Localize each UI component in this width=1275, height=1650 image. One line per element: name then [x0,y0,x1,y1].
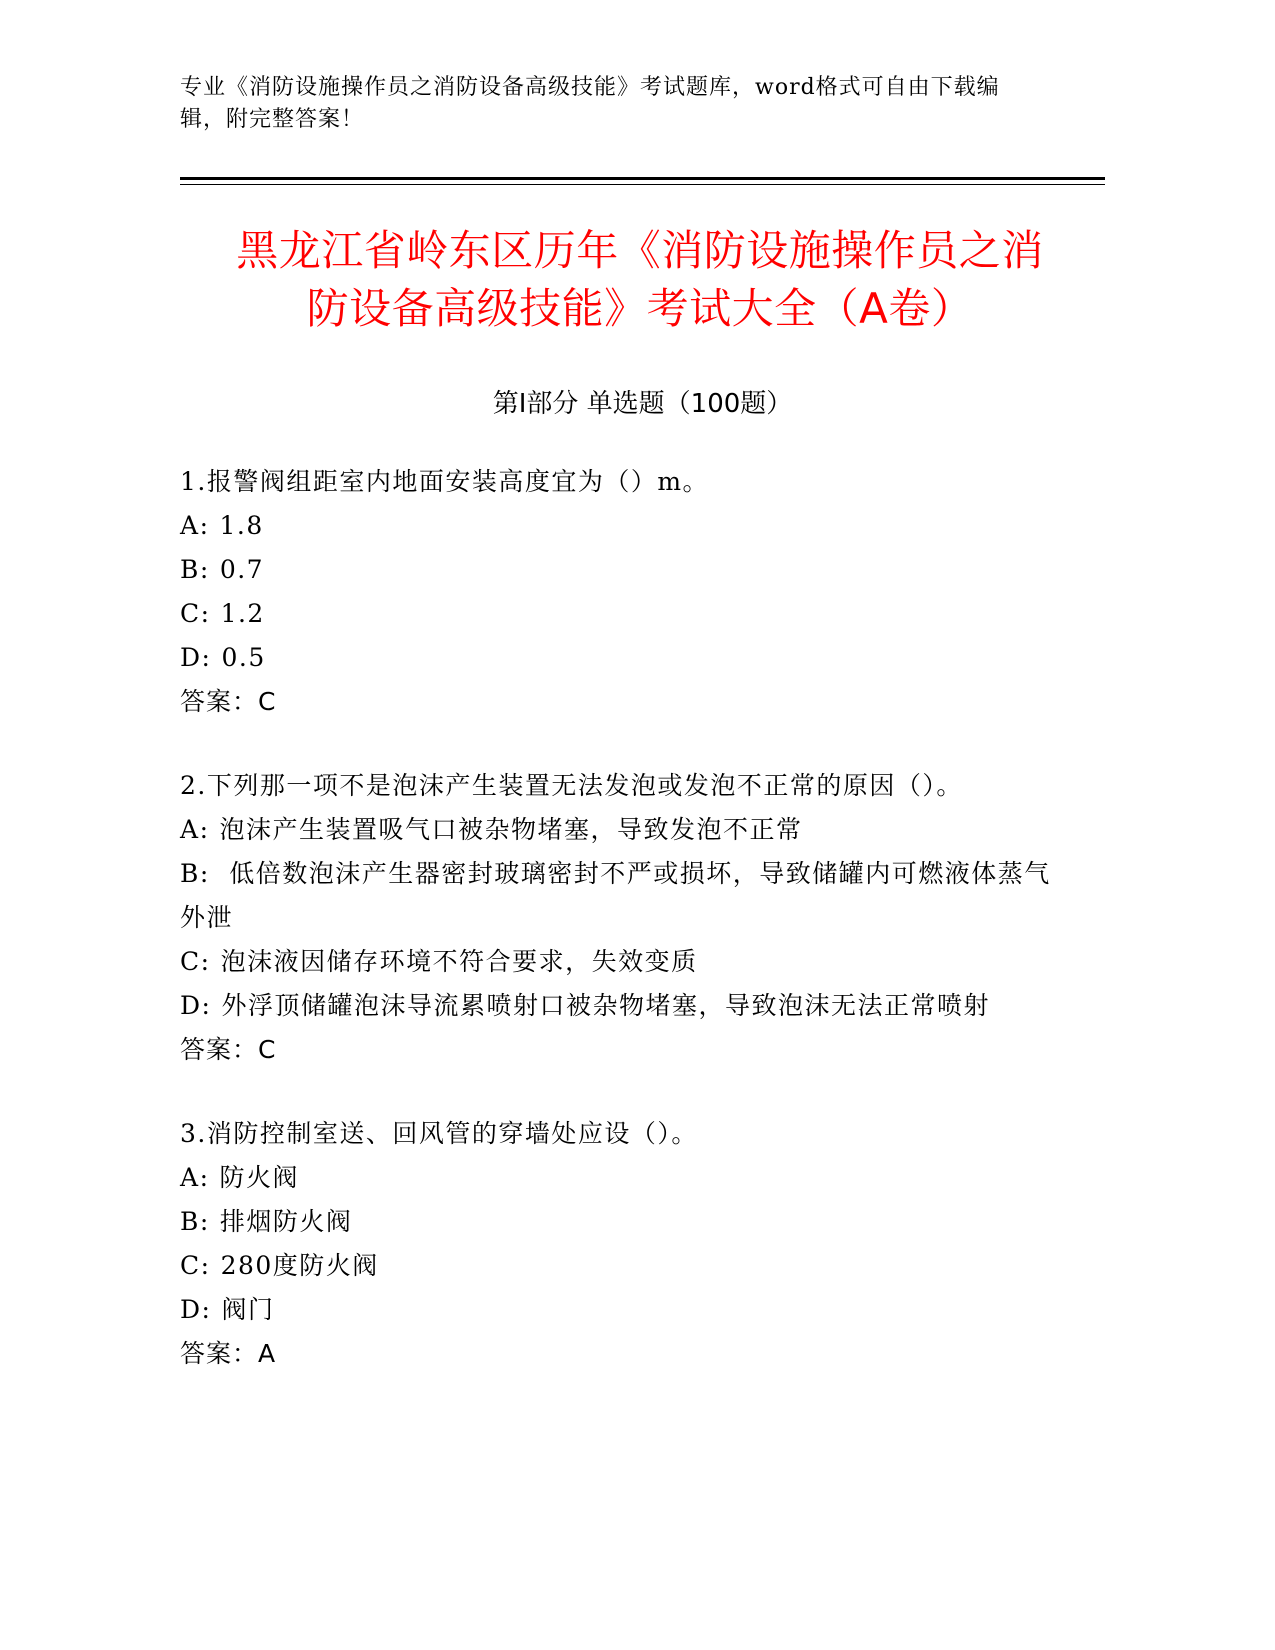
section-title: 第Ⅰ部分 单选题（100题） [492,389,793,419]
answer-line [180,1332,1060,1376]
option-a: A : 泡沫产生装置吸气口被杂物堵塞，导致发泡不正常 [180,808,1060,852]
option-letter: D [180,1295,202,1324]
option-d: D : 0.5 [180,636,1060,680]
option-text: 1.8 [219,511,264,540]
option-letter: D [180,991,202,1020]
option-c: C : 280度防火阀 [180,1244,1060,1288]
question-stem: 2.下列那一项不是泡沫产生装置无法发泡或发泡不正常的原因（）。 [180,771,963,800]
answer-label: 答案： [180,687,259,716]
header-note: 专业《消防设施操作员之消防设备高级技能》考试题库，word格式可自由下载编辑，附完整答案！ [180,75,1000,132]
option-letter: B [180,555,200,584]
header-rule-thick [180,177,1105,180]
option-text: 1.2 [220,599,265,628]
answer-value: C [258,687,277,716]
option-a: A : 1.8 [180,504,1060,548]
option-text: 排烟防火阀 [219,1207,353,1236]
option-c: C : 1.2 [180,592,1060,636]
option-text: 泡沫液因储存环境不符合要求，失效变质 [220,947,698,976]
question-stem: 3.消防控制室送、回风管的穿墙处应设（）。 [180,1119,698,1148]
question-list [180,460,1060,1416]
option-letter: A [180,511,200,540]
question-2 [180,764,1060,1072]
option-text: 阀门 [221,1295,275,1324]
question-1 [180,460,1060,724]
option-c: C : 泡沫液因储存环境不符合要求，失效变质 [180,940,1060,984]
option-d: D : 阀门 [180,1288,1060,1332]
option-letter: C [180,1251,201,1280]
answer-label: 答案： [180,1339,259,1368]
option-letter: A [180,1163,200,1192]
option-b: B : 0.7 [180,548,1060,592]
question-3 [180,1112,1060,1376]
option-letter: B [180,859,200,888]
option-text: 外浮顶储罐泡沫导流累喷射口被杂物堵塞，导致泡沫无法正常喷射 [221,991,990,1020]
option-b: B : 排烟防火阀 [180,1200,1060,1244]
answer-line [180,680,1060,724]
option-text: 泡沫产生装置吸气口被杂物堵塞，导致发泡不正常 [219,815,803,844]
option-letter: C [180,947,201,976]
question-stem: 1.报警阀组距室内地面安装高度宜为（）m。 [180,467,710,496]
answer-label: 答案： [180,1035,259,1064]
option-text: 低倍数泡沫产生器密封玻璃密封不严或损坏，导致储罐内可燃液体蒸气外泄 [180,859,1051,932]
option-b: B: 低倍数泡沫产生器密封玻璃密封不严或损坏，导致储罐内可燃液体蒸气外泄 [180,859,1051,932]
answer-value: A [258,1339,277,1368]
option-letter: A [180,815,200,844]
document-title-line-1: 黑龙江省岭东区历年《消防设施操作员之消 [236,226,1044,275]
header-rule-thin [180,184,1105,185]
document-title [160,222,1120,338]
option-letter: C [180,599,201,628]
answer-value: C [258,1035,277,1064]
answer-line [180,1028,1060,1072]
option-d: D : 外浮顶储罐泡沫导流累喷射口被杂物堵塞，导致泡沫无法正常喷射 [180,984,1060,1028]
document-title-line-2: 防设备高级技能》考试大全（A卷） [306,284,974,333]
option-letter: D [180,643,202,672]
option-a: A : 防火阀 [180,1156,1060,1200]
option-text: 防火阀 [219,1163,300,1192]
option-text: 0.7 [219,555,265,584]
option-text: 280度防火阀 [220,1251,379,1280]
option-text: 0.5 [221,643,266,672]
option-letter: B [180,1207,200,1236]
